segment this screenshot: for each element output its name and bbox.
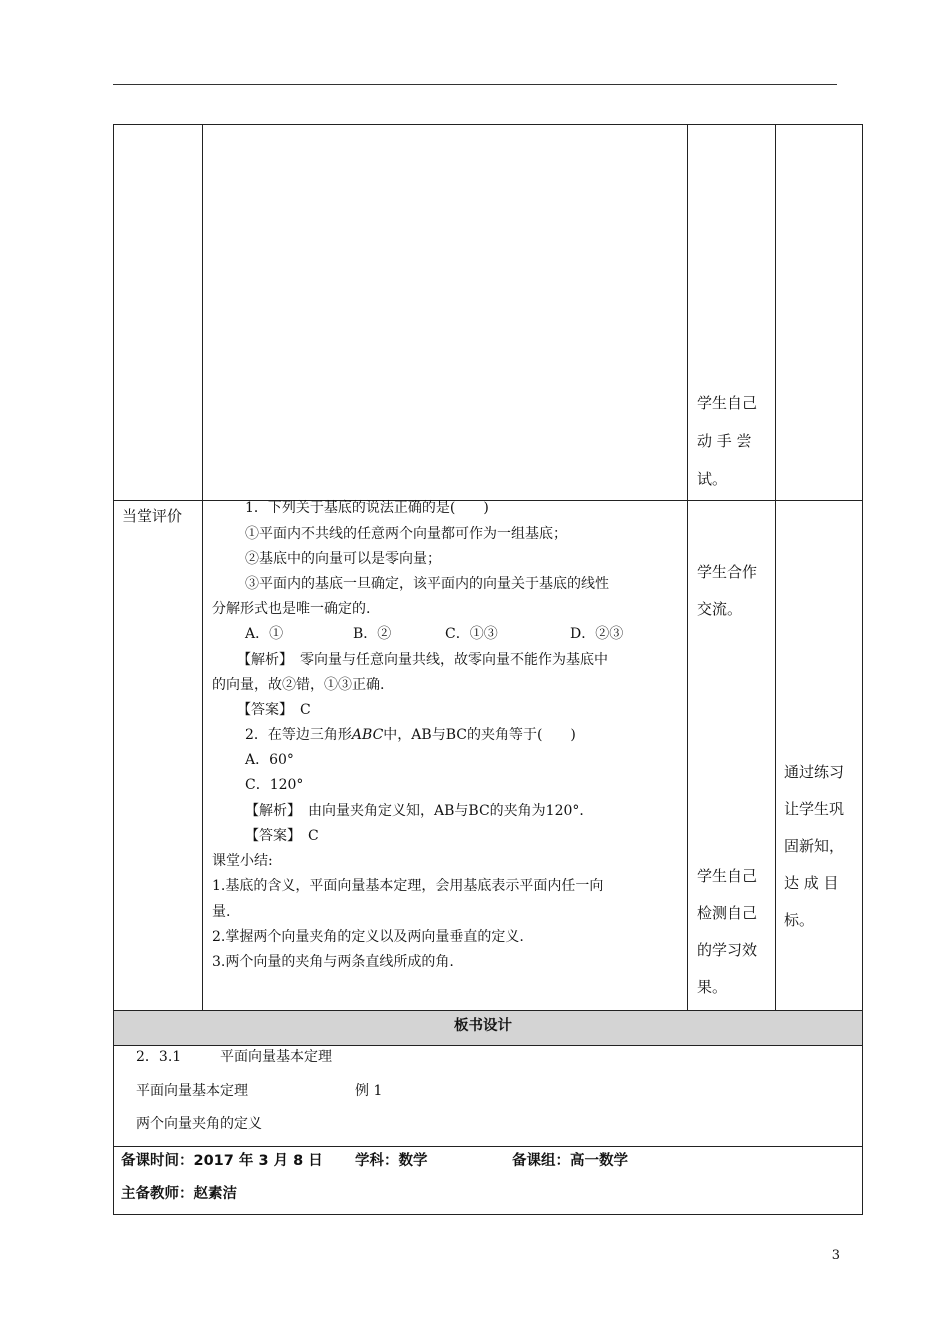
intent-line-5: 标。	[784, 911, 815, 929]
section-label-evaluation: 当堂评价	[122, 507, 183, 525]
page-number: 3	[831, 1248, 840, 1263]
question-2-option-a: A．60°	[245, 752, 294, 768]
answer-1: 【答案】 C	[237, 702, 311, 718]
row2-intent-cell	[775, 500, 863, 1011]
summary-1b: 量.	[212, 904, 231, 920]
option-c: C．①③	[445, 626, 498, 642]
header-rule	[113, 84, 837, 85]
triangle-name: ABC	[351, 727, 384, 743]
intent-line-3: 固新知，	[784, 837, 845, 855]
intent-line-2: 让学生巩	[784, 800, 845, 818]
lead-teacher: 主备教师：赵素洁	[121, 1186, 237, 1202]
statement-2: ②基底中的向量可以是零向量；	[245, 551, 441, 567]
board-line-3: 两个向量夹角的定义	[136, 1116, 262, 1132]
prep-group: 备课组：高一数学	[512, 1153, 628, 1169]
activity-b-line-3: 的学习效	[697, 941, 758, 959]
question-2-option-c: C．120°	[245, 777, 304, 793]
option-a: A．①	[245, 626, 284, 642]
statement-1: ①平面内不共线的任意两个向量都可作为一组基底；	[245, 526, 567, 542]
option-d: D．②③	[570, 626, 624, 642]
summary-title: 课堂小结:	[212, 853, 273, 869]
board-line-1-number: 2．3.1	[136, 1049, 182, 1065]
row2-label-cell	[113, 500, 203, 1011]
activity-a-line-1: 学生合作	[697, 563, 758, 581]
question-2-suffix: 中，AB与BC的夹角等于( )	[383, 727, 576, 743]
row1-activity-line-1: 学生自己	[697, 394, 758, 412]
board-line-1-title: 平面向量基本定理	[220, 1049, 332, 1065]
option-b: B．②	[353, 626, 392, 642]
prep-time: 备课时间：2017 年 3 月 8 日	[121, 1153, 323, 1169]
row1-label-cell	[113, 124, 203, 501]
question-2-prefix: 2．在等边三角形	[245, 727, 352, 743]
board-line-2-left: 平面向量基本定理	[136, 1083, 248, 1099]
summary-1a: 1.基底的含义，平面向量基本定理，会用基底表示平面内任一向	[212, 878, 604, 894]
board-line-2-right: 例 1	[355, 1083, 383, 1099]
subject: 学科：数学	[355, 1153, 428, 1169]
row1-intent-cell	[775, 124, 863, 501]
row1-activity-line-3: 试。	[697, 470, 728, 488]
statement-3a: ③平面内的基底一旦确定，该平面内的向量关于基底的线性	[245, 576, 609, 592]
activity-b-line-4: 果。	[697, 978, 728, 996]
intent-line-1: 通过练习	[784, 763, 845, 781]
question-1: 1．下列关于基底的说法正确的是( )	[245, 500, 489, 516]
explanation-1b: 的向量，故②错，①③正确.	[212, 677, 385, 693]
row1-content-cell	[202, 124, 688, 501]
explanation-1a: 【解析】 零向量与任意向量共线，故零向量不能作为基底中	[237, 652, 608, 668]
activity-b-line-2: 检测自己	[697, 904, 758, 922]
summary-2: 2.掌握两个向量夹角的定义以及两向量垂直的定义.	[212, 929, 524, 945]
row1-activity-line-2: 动 手 尝	[697, 432, 752, 450]
answer-2: 【答案】 C	[245, 828, 319, 844]
intent-line-4: 达 成 目	[784, 874, 839, 892]
explanation-2: 【解析】 由向量夹角定义知，AB与BC的夹角为120°．	[245, 803, 594, 819]
activity-a-line-2: 交流。	[697, 600, 743, 618]
question-2	[245, 723, 576, 748]
summary-3: 3.两个向量的夹角与两条直线所成的角.	[212, 954, 454, 970]
activity-b-line-1: 学生自己	[697, 867, 758, 885]
board-design-header: 板书设计	[454, 1018, 512, 1034]
statement-3b: 分解形式也是唯一确定的.	[212, 601, 371, 617]
